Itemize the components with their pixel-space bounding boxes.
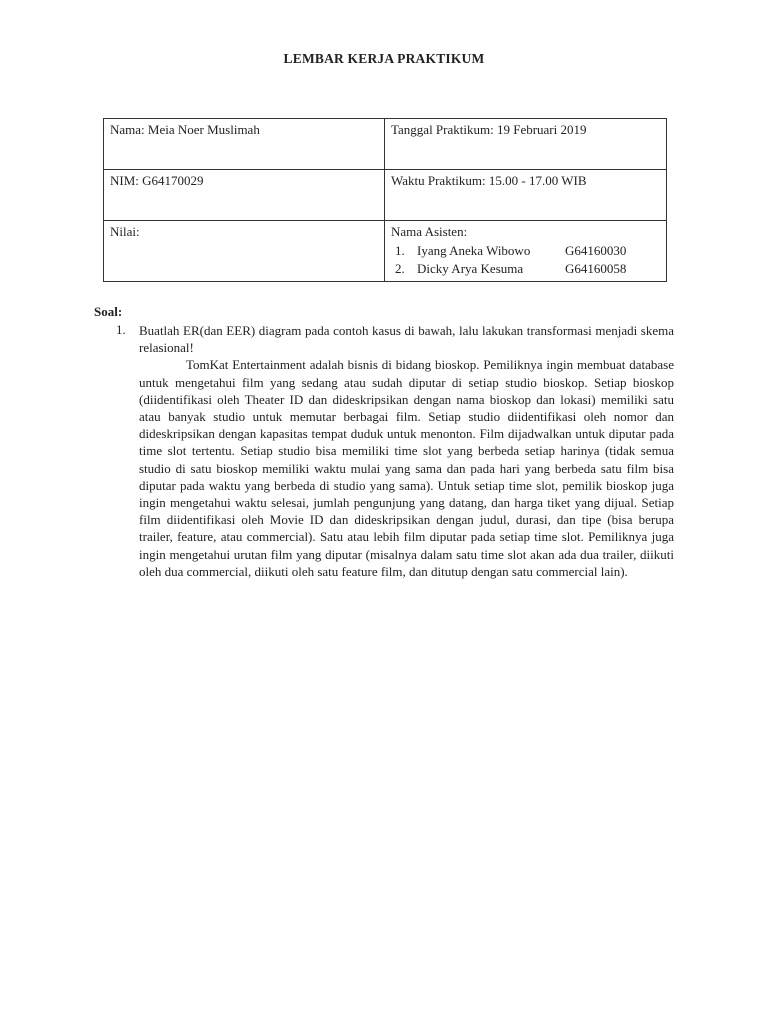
assistant-id: G64160058	[565, 261, 627, 276]
info-row	[104, 221, 667, 282]
assistant-name: Dicky Arya Kesuma	[417, 261, 524, 276]
case-study-text: TomKat Entertainment adalah bisnis di bidang bioskop. Pemiliknya ingin membuat database untuk mengetahui film yang sedang atau sudah diputar di setiap studio bioskop. Setiap bioskop (diidentifikasi oleh Theater ID dan dideskripsikan dengan nama bioskop dan lokasi) memiliki satu atau banyak studio untuk memutar berbagai film. Setiap studio diidentifikasi oleh nomor dan dideskripsikan dengan kapasitas tempat duduk untuk menonton. Film dijadwalkan untuk diputar pada time slot tertentu. Setiap studio bisa memiliki time slot yang berbeda setiap harinya (tidak semua studio di satu bioskop memiliki waktu mulai yang sama dan pada hari yang berbeda satu film bisa diputar pada waktu yang berbeda di studio yang sama). Untuk setiap time slot, pemilik bioskop juga ingin mengetahui waktu selesai, jumlah pengunjung yang datang, dan harga tiket yang dijual. Setiap film diidentifikasi oleh Movie ID dan dideskripsikan dengan judul, durasi, dan tipe (bisa berupa trailer, feature, atau commercial). Satu atau lebih film diputar pada setiap time slot. Pemiliknya juga ingin mengetahui urutan film yang diputar (misalnya dalam satu time slot akan ada dua trailer, diikuti oleh dua commercial, diikuti oleh satu feature film, dan ditutup dengan satu commercial lain).	[139, 357, 674, 579]
info-row	[104, 119, 667, 170]
question-body	[139, 322, 674, 580]
assistants-label: Nama Asisten:	[391, 224, 468, 239]
question-number: 1.	[116, 322, 126, 337]
grade-cell: Nilai:	[104, 221, 385, 282]
assistant-number: 2.	[395, 261, 405, 276]
assistant-item	[391, 260, 660, 278]
practicum-date-cell: Tanggal Praktikum: 19 Februari 2019	[385, 119, 667, 170]
student-id-cell: NIM: G64170029	[104, 170, 385, 221]
questions-heading: Soal:	[94, 304, 123, 319]
assistants-cell	[385, 221, 667, 282]
question-prompt: Buatlah ER(dan EER) diagram pada contoh kasus di bawah, lalu lakukan transformasi menjadi skema relasional!	[139, 323, 674, 356]
student-name-cell: Nama: Meia Noer Muslimah	[104, 119, 385, 170]
practicum-time-cell: Waktu Praktikum: 15.00 - 17.00 WIB	[385, 170, 667, 221]
info-row	[104, 170, 667, 221]
info-table	[103, 118, 667, 282]
assistant-number: 1.	[395, 243, 405, 258]
document-title: LEMBAR KERJA PRAKTIKUM	[283, 51, 485, 66]
assistants-list	[391, 242, 660, 278]
assistant-item	[391, 242, 660, 260]
assistant-name: Iyang Aneka Wibowo	[417, 243, 531, 258]
assistant-id: G64160030	[565, 243, 627, 258]
question-item	[116, 322, 674, 580]
